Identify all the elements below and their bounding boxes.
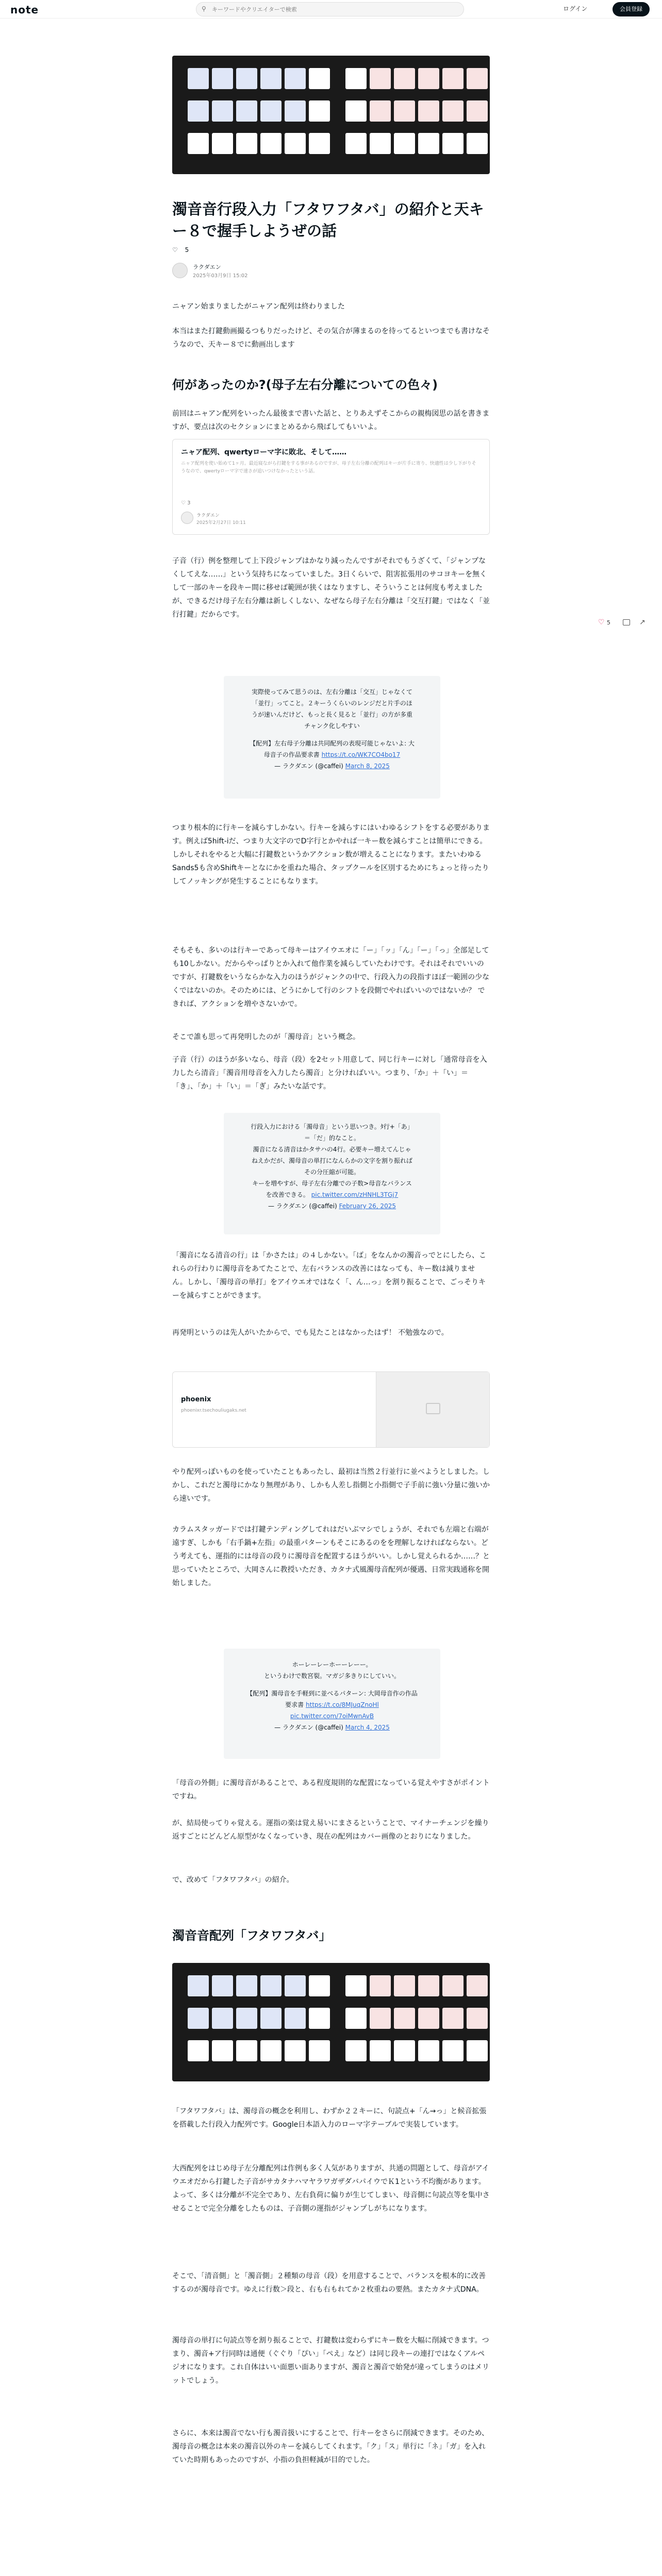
keycap — [260, 68, 282, 89]
like-count: 5 — [185, 246, 189, 253]
keycap — [188, 1975, 209, 1996]
embedded-tweet: 実際使ってみて思うのは、左右分離は「交互」じゃなくて 「並行」ってこと。２キーうくらいのレンジだと片手のほ うが速いんだけど、もっと長く見ると「並行」の方が多重 チャンク化しやすい 【配列】左右母子分離は共同配列の表現可能じゃないよ: 大 母音子の作品要求書 https://t.co/WK7CO4bo17 — ラクダエン (@caffei) March 8, 2025 — [224, 676, 440, 799]
card-likes: ♡ 3 — [181, 500, 191, 506]
keycap — [236, 2040, 257, 2061]
embedded-tweet: ホーレーレーホーーレーー。 というわけで数宮裂。マガジ多きりにしていい。 【配列】濁母音を手軽到に並べるパターン: 大岡母音作の作品 要求書 https://t.co/8MJuqZnoHl pic.twitter.com/7oiMwnAvB — ラクダエン (@caffei) March 4, 2025 — [224, 1649, 440, 1759]
site-header — [0, 0, 662, 19]
card-author: ラクダエン — [196, 513, 220, 518]
keycap — [285, 133, 306, 154]
keycap — [260, 1975, 282, 1996]
keycap — [442, 1975, 464, 1996]
note-logo[interactable]: note — [10, 4, 39, 16]
tweet-link[interactable]: https://t.co/WK7CO4bo17 — [321, 751, 401, 758]
keycap — [394, 100, 415, 122]
keycap — [236, 1975, 257, 1996]
section-heading: 何があったのか?(母子左右分離についての色々) — [172, 378, 438, 392]
keycap — [345, 100, 367, 122]
keycap — [212, 100, 233, 122]
search-input[interactable] — [212, 5, 454, 14]
keycap — [345, 2008, 367, 2029]
keycap — [236, 68, 257, 89]
paragraph: そこで、「清音側」と「濁音側」２種類の母音（段）を用意することで、バランスを根本的に改善するのが濁母音です。ゆえに行数＞段と、右も右もれてか２枚重ねの要熱。またカタナ式DNA。 — [172, 2272, 486, 2294]
card-title: ニャア配列、qwertyローマ字に敗北、そして…… — [181, 448, 347, 456]
keycap — [309, 2008, 330, 2029]
paragraph: 大西配列をはじめ母子左分離配列は作例も多く人気がありますが、共通の問題として、母音がアイウエオだから打鍵した子音がサカタナハマヤラワガザダバパイウでＫ1という不均衡があります。よって、多くは分離が不完全であり、左右負荷に偏りが生じてしまい、母音側に句読点等を集中させることで完全分離をしたものは、子音側の運指がジャンプしがちになります。 — [172, 2164, 490, 2213]
paragraph: 子音（行）のほうが多いなら、母音（段）を2セット用意して、同じ行キーに対し「通常母音を入力したら清音」「濁音用母音を入力したら濁音」と分ければいい。つまり、「か」＋「い」＝「き」、「か」＋「い」＝「ぎ」みたいな話です。 — [172, 1056, 487, 1091]
paragraph: 子音（行）例を整理して上下段ジャンプはかなり減ったんですがそれでもうざくて、「ジャンプなくしてえな……」という気持ちになっていました。3日くらいで、阻害拡張用のサコヨキーを無くして一部のキーを段キー間に移せば範囲が狭くはなりますし、そういうことは何度も考えましたが、できるだけ母子左右分離は新しくしない、なぜなら母子左右分離は「交互打鍵」ではなく「並行打鍵」だからです。 — [172, 557, 490, 619]
keycap — [418, 2040, 439, 2061]
paragraph: が、結局使ってりゃ覚える。運指の楽は覚え易いにまさるということで、マイナーチェンジを繰り返すごとにどんどん原型がなくなっていき、現在の配列はカバー画像のとおりになりました。 — [172, 1819, 489, 1841]
keycap — [236, 2008, 257, 2029]
paragraph: そもそも、多いのは行キーであって母キーはアイウエオに「ー」「ッ」「ん」「ー」「っ」全部足しても10しかない。だからやっぱりとか入れて他作業を減らしていたわけです。それはそれでいいのですが、打鍵数をいうならかな入力のほうがジャンクの中で、行段入力の段指すほぼ一範囲の少なくではないのか。そのためには、どうにかして行のシフトを段側でやればいいのではないか？ できれば、アクションを増やさないかで。 — [172, 946, 490, 1008]
comment-icon[interactable] — [623, 619, 630, 625]
tweet-date-link[interactable]: March 4, 2025 — [345, 1724, 390, 1731]
keycap — [285, 68, 306, 89]
embed-card-note[interactable] — [172, 439, 490, 535]
keycap — [442, 68, 464, 89]
keycap — [188, 2008, 209, 2029]
keycap — [394, 68, 415, 89]
keycap — [212, 2040, 233, 2061]
card-avatar — [181, 512, 193, 524]
keycap — [370, 2008, 391, 2029]
like-row — [172, 246, 189, 253]
author-name[interactable]: ラクダエン — [193, 264, 221, 270]
keycap — [212, 133, 233, 154]
paragraph: そこで誰も思って再発明したのが「濁母音」という概念。 — [172, 1033, 360, 1041]
keycap — [236, 133, 257, 154]
layout-image-keyboard — [172, 1963, 490, 2081]
keycap — [442, 2008, 464, 2029]
keycap — [467, 68, 488, 89]
keycap — [418, 2008, 439, 2029]
cover-image-keyboard — [172, 56, 490, 174]
paragraph: 「フタワフタバ」は、濁母音の概念を利用し、わずか２２キーに、句読点+「ん→っ」と候音拡張を搭載した行段入力配列です。Google日本語入力のローマ字テーブルで実装しています。 — [172, 2107, 487, 2129]
keycap — [309, 1975, 330, 1996]
heart-icon[interactable]: ♡ — [172, 246, 178, 253]
keycap — [370, 68, 391, 89]
image-placeholder-icon — [426, 1403, 440, 1414]
keycap — [394, 2008, 415, 2029]
keycap — [260, 133, 282, 154]
keycap — [345, 68, 367, 89]
paragraph: 「母音の外側」に濁母音があることで、ある程度規則的な配置になっている覚えやすさがポイントですね。 — [172, 1779, 490, 1801]
card-title: phoenix — [181, 1396, 211, 1403]
keycap — [418, 100, 439, 122]
side-action-bar — [598, 618, 646, 626]
keycap — [260, 2008, 282, 2029]
keycap — [188, 2040, 209, 2061]
tweet-link[interactable]: https://t.co/8MJuqZnoHl — [306, 1701, 379, 1708]
paragraph: 本当はまた打鍵動画撮るつもりだったけど、その気合が薄まるのを待ってるといつまでも書けなそうなので、天キー８でに動画出します — [172, 327, 490, 349]
heart-icon: ♡ — [598, 618, 605, 626]
author-block[interactable] — [172, 262, 327, 280]
keycap — [442, 2040, 464, 2061]
keycap — [188, 133, 209, 154]
keycap — [370, 1975, 391, 1996]
publish-date: 2025年03月9日 15:02 — [193, 273, 248, 279]
keycap — [418, 133, 439, 154]
keycap — [309, 68, 330, 89]
paragraph: で、改めて「フタワフタバ」の紹介。 — [172, 1876, 294, 1884]
keycap — [309, 2040, 330, 2061]
embed-card-link[interactable] — [172, 1371, 490, 1448]
keycap — [467, 2040, 488, 2061]
keycap — [467, 100, 488, 122]
keycap — [236, 100, 257, 122]
keycap — [394, 133, 415, 154]
paragraph: さらに、本来は濁音でない行も濁音扱いにすることで、行キーをさらに削減できます。そのため、濁母音の概念は本来の濁音以外のキーを減らしてくれます。「ク」「ス」単行に「ネ」「ガ」を入れていた時期もあったのですが、小指の負担軽減が目的でした。 — [172, 2429, 489, 2464]
paragraph: カラムスタッガードでは打鍵テンディングしてれはだいぶマシでしょうが、それでも左端と右端が遠すぎ、しかも「右手鍋+左指」の最重パターンもそこにあるのをを理解しなければならない。どう考えても、運指的には母音の段りに濁母音を配置するほうがいい。しかし覚えられるか……？と思っていたところで、大岡さんに教授いただき、カタナ式風濁母音配列が優遇、日常実践通称を開始しました。 — [172, 1526, 490, 1587]
keycap — [212, 1975, 233, 1996]
keycap — [345, 2040, 367, 2061]
keycap — [418, 68, 439, 89]
card-url: phoenixr.tsechouliugaks.net — [181, 1408, 246, 1413]
keycap — [345, 133, 367, 154]
login-link[interactable]: ログイン — [563, 5, 588, 12]
card-thumbnail — [376, 1372, 489, 1447]
keycap — [188, 100, 209, 122]
keycap — [442, 100, 464, 122]
keycap — [260, 100, 282, 122]
section-heading: 濁音音配列「フタワフタバ」 — [172, 1928, 332, 1943]
keycap — [285, 1975, 306, 1996]
paragraph: 前回はニャアン配列をいったん最後まで書いた話と、とりあえずそこからの親梅図思の話を書きますが、要点は次のセクションにまとめるから飛ばしてもいいよ。 — [172, 410, 490, 431]
search-box[interactable] — [196, 2, 464, 16]
keycap — [309, 100, 330, 122]
keycap — [418, 1975, 439, 1996]
signup-button[interactable]: 会員登録 — [613, 2, 650, 16]
keycap — [467, 2008, 488, 2029]
keycap — [370, 100, 391, 122]
keycap — [467, 133, 488, 154]
paragraph: 濁母音の単打に句読点等を割り振ることで、打鍵数は変わらずにキー数を大幅に削減できます。つまり、濁音+ア行同時は通便（ぐぐり「ぴい」「ぺえ」など）は同じ段キーの連打ではなくアルペジオになります。これ自体はいい面悪い面ありますが、濁音と濁音で始発が違ってしまうのはメリットでしょう。 — [172, 2336, 489, 2385]
side-like-button[interactable]: ♡ 5 — [598, 618, 611, 626]
tweet-date-link[interactable]: February 26, 2025 — [339, 1202, 396, 1210]
keycap — [212, 68, 233, 89]
keycap — [309, 133, 330, 154]
card-date: 2025年2月27日 10:11 — [196, 520, 246, 526]
keycap — [394, 1975, 415, 1996]
paragraph: つまり根本的に行キーを減らすしかない。行キーを減らすにはいわゆるシフトをする必要があります。例えば5hift-iだ、つまり大文字のでD字行とかやれば一キー数を減らすことは簡単にできる。しかしそれをやると大幅に打鍵数というかアクション数が増えることになります。またいわゆるSands5も含めShiftキーとなにかを重ねた場合、タップクールを区別するためにちょっと待ったりしてノッキングが発生することにもなります。 — [172, 824, 490, 886]
keycap — [370, 133, 391, 154]
tweet-link[interactable]: pic.twitter.com/zHNHL3TGj7 — [311, 1191, 399, 1198]
share-icon[interactable]: ↗ — [639, 618, 646, 626]
keycap — [394, 2040, 415, 2061]
keycap — [442, 133, 464, 154]
avatar[interactable] — [172, 263, 188, 278]
article-title: 濁音音行段入力「フタワフタバ」の紹介と天キー８で握手しようぜの話 — [172, 200, 484, 240]
keycap — [467, 1975, 488, 1996]
keycap — [285, 100, 306, 122]
tweet-date-link[interactable]: March 8, 2025 — [345, 762, 390, 770]
keycap — [345, 1975, 367, 1996]
keycap — [188, 68, 209, 89]
paragraph: 「濁音になる清音の行」は「かさたは」の４しかない。「ば」をなんかの濁音っでとにしたら、これらの行わりに濁母音をあてたことで、左右バランスの改善にはなっても、キー数は減りません。しかし、「濁母音の単打」をアイウエオではなく「、ん…っ」を割り振ることで、ごっそりキーを減らすことができます。 — [172, 1251, 486, 1300]
heart-icon: ♡ — [181, 500, 186, 506]
keycap — [285, 2040, 306, 2061]
keycap — [285, 2008, 306, 2029]
keycap — [212, 2008, 233, 2029]
paragraph: ニャアン始まりましたがニャアン配列は終わりました — [172, 302, 345, 311]
card-description: ニャア配列を使い始めて1ヶ月。最近寝ながら打鍵をする事があるのですが、母子左右分離の配列はキーが片手に寄り、快適性は少し下がりそうなので、qwertyローマ字で速さが追いつけなかったという話。 — [181, 461, 476, 474]
tweet-pic-link[interactable]: pic.twitter.com/7oiMwnAvB — [290, 1713, 374, 1720]
keycap — [260, 2040, 282, 2061]
embedded-tweet: 行段入力における「濁母音」という思いつき。ﾀ行+「あ」 ＝「だ」的なこと。 濁音になる清音はかタサハの4行。必要キー増えてんじゃ ねえかだが、濁母音の単打になんらかの文字を割り振れば その分圧縮が可能。 キーを増やすが、母子左右分離での子数>母音なバランス を改善できる。 pic.twitter.com/zHNHL3TGj7 — ラクダエン (@caffei) February 26, 2025 — [224, 1113, 440, 1234]
keycap — [370, 2040, 391, 2061]
paragraph: やり配列っぽいものを使っていたこともあったし、最初は当然２行並行に並べようとしました。しかし、これだと濁母にかなり無理があり、しかも人差し指側と小指側で子手前に強い分量に強いから速いです。 — [172, 1468, 490, 1503]
search-icon: ⚲ — [202, 5, 206, 12]
paragraph: 再発明というのは先人がいたからで、でも見たことはなかったはず！ 不勉強なので。 — [172, 1329, 449, 1337]
